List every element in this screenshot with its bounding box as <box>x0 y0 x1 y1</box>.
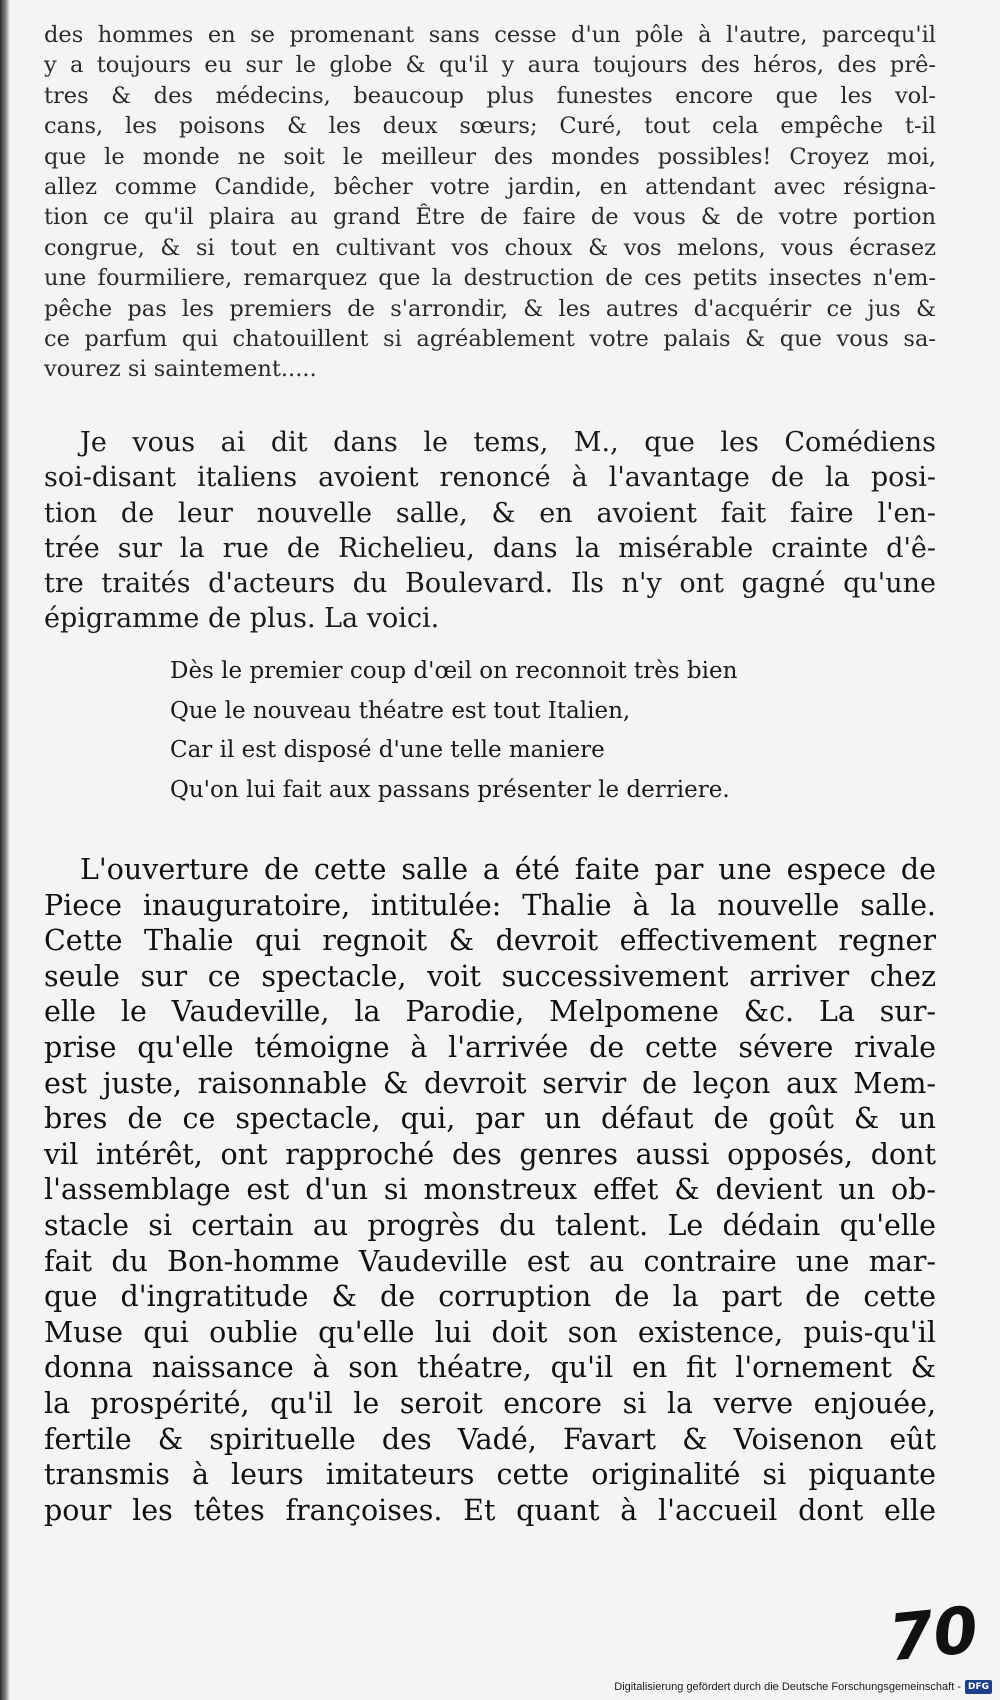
text-line-content: L'ouverture de cette salle a été faite par une espece de <box>80 853 936 886</box>
paragraph-ouverture <box>44 852 936 1528</box>
text-line: des hommes en se promenant sans cesse d'un pôle à l'autre, parcequ'il <box>44 22 936 48</box>
text-line: seule sur ce spectacle, voit successivement arriver chez <box>44 959 936 993</box>
text-line-content: Je vous ai dit dans le tems, M., que les Comédiens <box>80 427 936 458</box>
text-line: Muse qui oublie qu'elle lui doit son existence, puis-qu'il <box>44 1315 936 1349</box>
footer-text: Digitalisierung gefördert durch die Deutsche Forschungsgemeinschaft - <box>614 1681 961 1693</box>
text-line: tres & des médecins, beaucoup plus funestes encore que les vol- <box>44 82 936 109</box>
text-line: tre traités d'acteurs du Boulevard. Ils n'y ont gagné qu'une <box>44 568 936 600</box>
text-line: que le monde ne soit le meilleur des mondes possibles! Croyez moi, <box>44 143 936 170</box>
text-line: pour les têtes françoises. Et quant à l'accueil dont elle <box>44 1493 936 1527</box>
page-gutter-shadow <box>0 0 10 1700</box>
text-line: pêche pas les premiers de s'arrondir, & les autres d'acquérir ce jus & <box>44 295 936 322</box>
text-line: soi-disant italiens avoient renoncé à l'avantage de la posi- <box>44 462 936 494</box>
text-line: fait du Bon-homme Vaudeville est au contraire une mar- <box>44 1244 936 1278</box>
paragraph-continuation <box>44 20 936 385</box>
text-line: vourez si saintement..... <box>44 356 317 383</box>
text-line: Piece inauguratoire, intitulée: Thalie à la nouvelle salle. <box>44 888 936 922</box>
text-line: fertile & spirituelle des Vadé, Favart & Voisenon eût <box>44 1422 936 1456</box>
text-line: la prospérité, qu'il le seroit encore si la verve enjouée, <box>44 1386 936 1420</box>
text-line <box>44 852 936 888</box>
text-line: cans, les poisons & les deux sœurs; Curé, tout cela empêche t-il <box>44 113 936 140</box>
epigram-verse <box>170 652 870 810</box>
text-line: Cette Thalie qui regnoit & devroit effectivement regner <box>44 924 936 958</box>
text-line: y a toujours eu sur le globe & qu'il y aura toujours des héros, des prê- <box>44 52 936 79</box>
text-line: stacle si certain au progrès du talent. Le dédain qu'elle <box>44 1208 936 1242</box>
verse-line: Que le nouveau théatre est tout Italien, <box>170 697 631 724</box>
paragraph-comediens <box>44 425 936 637</box>
text-line: tion ce qu'il plaira au grand Être de faire de vous & de votre portion <box>44 204 936 231</box>
digitization-footer <box>614 1678 992 1696</box>
verse-line: Car il est disposé d'une telle maniere <box>170 737 605 763</box>
verse-line: Qu'on lui fait aux passans présenter le derriere. <box>170 776 730 803</box>
text-line: tion de leur nouvelle salle, & en avoient fait faire l'en- <box>44 497 936 529</box>
text-line <box>44 425 936 460</box>
text-line: bres de ce spectacle, qui, par un défaut de goût & un <box>44 1102 936 1136</box>
text-line: congrue, & si tout en cultivant vos choux & vos melons, vous écrasez <box>44 234 936 261</box>
text-line: elle le Vaudeville, la Parodie, Melpomene &c. La sur- <box>44 995 936 1029</box>
text-line: donna naissance à son théatre, qu'il en fit l'ornement & <box>44 1351 936 1385</box>
text-line: une fourmiliere, remarquez que la destruction de ces petits insectes n'em- <box>44 265 936 292</box>
verse-line: Dès le premier coup d'œil on reconnoit très bien <box>170 658 738 684</box>
text-line: transmis à leurs imitateurs cette originalité si piquante <box>44 1458 936 1492</box>
page-number: 70 <box>885 1593 982 1677</box>
text-line: que d'ingratitude & de corruption de la part de cette <box>44 1280 936 1314</box>
text-line: l'assemblage est d'un si monstreux effet & devient un ob- <box>44 1173 936 1207</box>
text-line: vil intérêt, ont rapproché des genres aussi opposés, dont <box>44 1137 936 1171</box>
text-line: est juste, raisonnable & devroit servir de leçon aux Mem- <box>44 1066 936 1100</box>
text-line: prise qu'elle témoigne à l'arrivée de cette sévere rivale <box>44 1030 936 1064</box>
text-line: allez comme Candide, bêcher votre jardin, en attendant avec résigna- <box>44 174 936 201</box>
dfg-logo-icon: DFG <box>965 1680 992 1694</box>
text-line: épigramme de plus. La voici. <box>44 603 440 635</box>
text-line: ce parfum qui chatouillent si agréablement votre palais & que vous sa- <box>44 326 936 353</box>
text-line: trée sur la rue de Richelieu, dans la misérable crainte d'ê- <box>44 532 936 564</box>
